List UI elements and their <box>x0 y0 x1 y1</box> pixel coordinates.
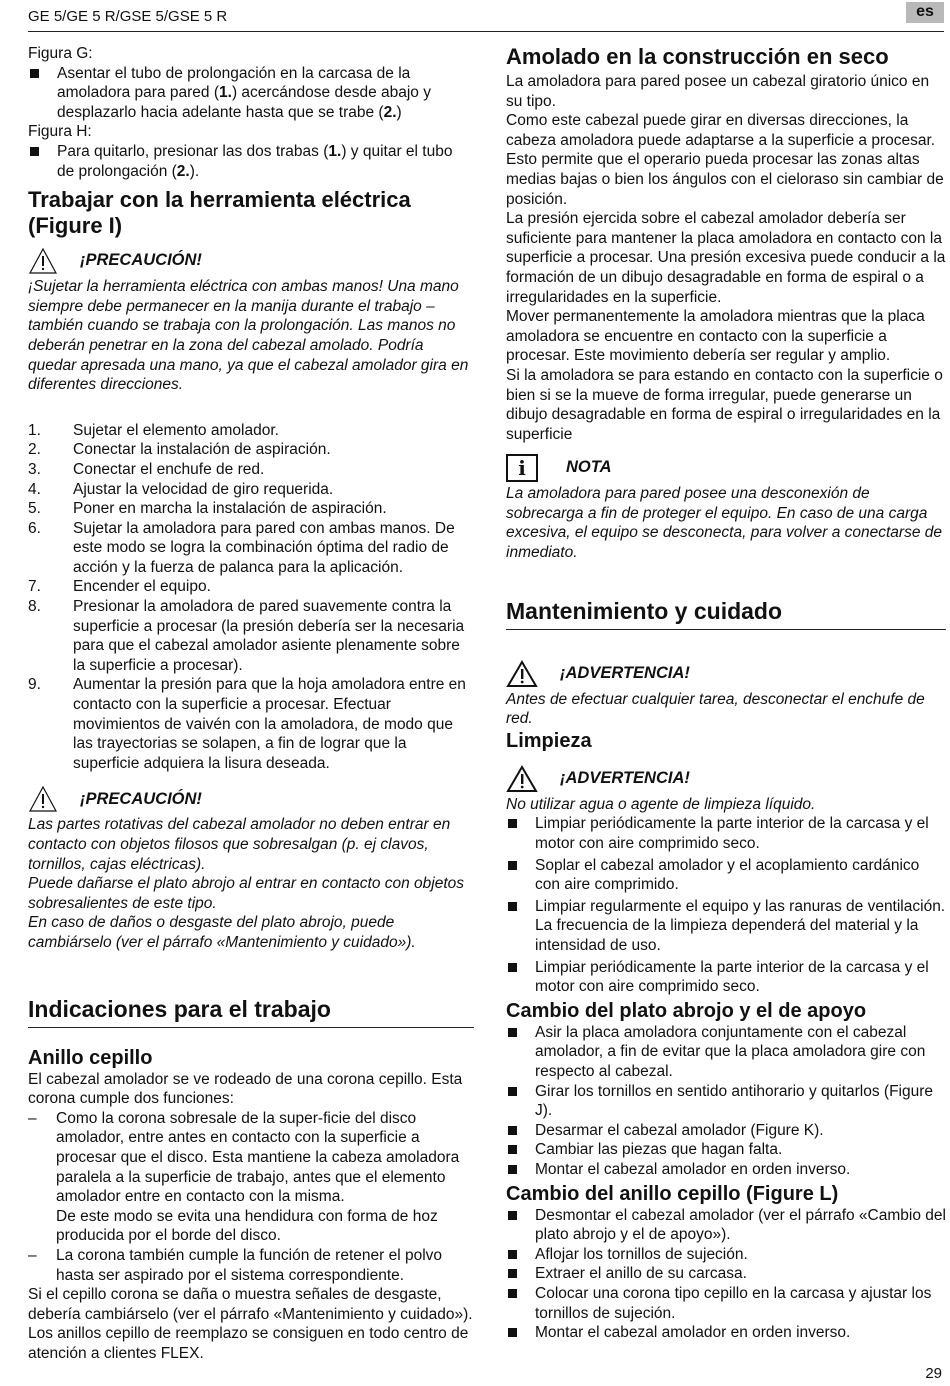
step-text: Conectar el enchufe de red. <box>73 460 265 478</box>
list-item <box>506 1140 946 1160</box>
step-number: 1. <box>28 421 41 439</box>
warning-text: Antes de efectuar cualquier tarea, desconectar el enchufe de red. <box>506 690 925 728</box>
subsection-heading-cambio-anillo: Cambio del anillo cepillo (Figure L) <box>506 1182 839 1205</box>
step-text: Poner en marcha la instalación de aspiración. <box>73 500 387 518</box>
step-text: Ajustar la velocidad de giro requerida. <box>73 480 334 498</box>
step-text: Aumentar la presión para que la hoja amoladora entre en contacto con la superficie a procesar. Efectuar movimientos de vaivén con la amoladora, de modo que las trayectorias se solapen, a fin de lograr que la superficie adquiera la lisura deseada. <box>73 676 466 772</box>
step-item <box>28 577 474 597</box>
bullet-square-icon <box>508 1211 517 1220</box>
step-text: Sujetar la amoladora para pared con ambas manos. De este modo se logra la combinación óptima del radio de acción y la fuerza de palanca para la aplicación. <box>73 519 455 576</box>
list-item-text: Extraer el anillo de su carcasa. <box>535 1265 747 1283</box>
step-item <box>28 421 474 441</box>
bullet-square-icon <box>508 1289 517 1298</box>
caution-block-2 <box>28 785 474 813</box>
bullet-square-icon <box>508 1145 517 1154</box>
step-text: Conectar la instalación de aspiración. <box>73 441 331 459</box>
section-heading-seco: Amolado en la construcción en seco <box>506 44 889 69</box>
bullet-square-icon <box>508 1328 517 1337</box>
bullet-square-icon <box>30 69 39 78</box>
list-item-text: Desarmar el cabezal amolador (Figure K). <box>535 1121 824 1139</box>
list-item <box>506 958 946 997</box>
bullet-square-icon <box>508 1126 517 1135</box>
caution-text: ¡Sujetar la herramienta eléctrica con ambas manos! Una mano siempre debe permanecer en la manija durante el trabajo – también cuando se trabaja con la prolongación. Las manos no deberán penetrar en la zona del cabezal amolado. Podría quedar apresada una mano, ya que el cabezal amolador gira en diferentes direcciones. <box>28 278 469 394</box>
bullet-square-icon <box>508 1269 517 1278</box>
list-item-text: Soplar el cabezal amolador y el acoplamiento cardánico con aire comprimido. <box>535 856 920 894</box>
list-item <box>506 856 946 895</box>
step-item <box>28 480 474 500</box>
caution-block-1 <box>28 247 474 275</box>
note-block <box>506 454 946 482</box>
figure-h-label: Figura H: <box>28 123 92 141</box>
info-icon: i <box>506 454 538 482</box>
step-item <box>28 460 474 480</box>
list-item <box>506 1206 946 1245</box>
caution-text: Puede dañarse el plato abrojo al entrar en contacto con objetos sobresalientes de este tipo. <box>28 875 465 912</box>
section-heading-maintenance: Mantenimiento y cuidado <box>506 597 783 624</box>
step-item <box>28 499 474 519</box>
step-item <box>28 597 474 675</box>
section-heading-work: Trabajar con la herramienta eléctrica (Figure I) <box>28 187 411 239</box>
list-item <box>506 1121 946 1141</box>
list-item-text: Limpiar periódicamente la parte interior de la carcasa y el motor con aire comprimido seco. <box>535 815 929 853</box>
step-number: 4. <box>28 480 41 498</box>
subsection-heading-anillo: Anillo cepillo <box>28 1046 153 1069</box>
header-rule <box>28 31 944 32</box>
step-number: 9. <box>28 676 41 694</box>
steps-list <box>28 421 474 774</box>
warning-triangle-icon <box>506 660 538 688</box>
step-number: 6. <box>28 519 41 537</box>
paragraph: Como este cabezal puede girar en diversas direcciones, la cabeza amoladora puede adaptarse a la superficie a procesar. Esto permite que el operario pueda procesar las zonas altas medias bajas o bien los ángulos con el cieloraso sin cambiar de posición. <box>506 112 944 208</box>
list-item: Asentar el tubo de prolongación en la carcasa de la amoladora para pared (1.) acercándose desde abajo y desplazarlo hacia adelante hasta que se trabe (2.) <box>28 64 474 123</box>
step-number: 5. <box>28 500 41 518</box>
list-item: – Como la corona sobresale de la super-ficie del disco amolador, entre antes en contacto con la superficie a procesar que el disco. Esta mantiene la cabeza amoladora paralela a la superficie de trabajo, antes que el elemento amolador entre en contacto con la misma. De este modo se evita una hendidura con forma de hoz producida por el borde del disco. <box>28 1109 460 1245</box>
step-text: Encender el equipo. <box>73 578 211 596</box>
list-item <box>506 1284 946 1323</box>
step-number: 8. <box>28 598 41 616</box>
list-item-text: Cambiar las piezas que hagan falta. <box>535 1141 783 1159</box>
step-number: 7. <box>28 578 41 596</box>
warning-label: ¡ADVERTENCIA! <box>560 663 690 682</box>
list-item-text: Limpiar regularmente el equipo y las ranuras de ventilación. La frecuencia de la limpieza dependerá del material y la intensidad de uso. <box>535 897 946 954</box>
paragraph: Si la amoladora se para estando en contacto con la superficie o bien si se la mueve de forma irregular, puede generarse un dibujo desagradable en forma de espiral o irregularidades en la superficie <box>506 366 943 443</box>
caution-label: ¡PRECAUCIÓN! <box>80 251 202 270</box>
paragraph: La amoladora para pared posee un cabezal giratorio único en su tipo. <box>506 73 930 110</box>
page-number: 29 <box>925 1365 942 1382</box>
warning-text: No utilizar agua o agente de limpieza líquido. <box>506 795 816 813</box>
caution-text: En caso de daños o desgaste del plato abrojo, puede cambiárselo (ver el párrafo «Mantenimiento y cuidado»). <box>28 914 416 951</box>
left-column <box>28 44 474 1363</box>
header-title: GE 5/GE 5 R/GSE 5/GSE 5 R <box>28 8 228 25</box>
list-item <box>506 1082 946 1121</box>
bullet-square-icon <box>508 1250 517 1259</box>
step-text: Sujetar el elemento amolador. <box>73 421 279 439</box>
subsection-heading-limpieza: Limpieza <box>506 729 592 752</box>
step-number: 2. <box>28 441 41 459</box>
step-text: Presionar la amoladora de pared suavemente contra la superficie a procesar (la presión debería ser la necesaria para que el cabezal amolador asiente plenamente sobre la superficie a procesar). <box>73 598 465 674</box>
note-text: La amoladora para pared posee una desconexión de sobrecarga a fin de proteger el equipo. En caso de una carga excesiva, el equipo se desconecta, para volver a conectarse de inmediato. <box>506 485 942 562</box>
warning-triangle-icon <box>28 785 58 813</box>
list-item-text: Colocar una corona tipo cepillo en la carcasa y ajustar los tornillos de sujeción. <box>535 1284 932 1322</box>
section-heading-indications: Indicaciones para el trabajo <box>28 995 331 1022</box>
list-item <box>506 1245 946 1265</box>
ring-change-list <box>506 1206 946 1343</box>
paragraph: Si el cepillo corona se daña o muestra señales de desgaste, debería cambiárselo (ver el párrafo «Mantenimiento y cuidado»). Los anillos cepillo de reemplazo se consiguen en todo centro de atención a clientes FLEX. <box>28 1286 473 1362</box>
list-item <box>506 1023 946 1082</box>
warning-block-2 <box>506 765 946 793</box>
list-item-text: Asir la placa amoladora conjuntamente con el cabezal amolador, a fin de evitar que la placa amoladora gire con respecto al cabezal. <box>535 1023 926 1080</box>
step-item <box>28 675 474 773</box>
list-item-text: Girar los tornillos en sentido antihorario y quitarlos (Figure J). <box>535 1082 934 1120</box>
list-item-text: Aflojar los tornillos de sujeción. <box>535 1245 748 1263</box>
list-item <box>506 1160 946 1180</box>
list-item-text: Montar el cabezal amolador en orden inverso. <box>535 1324 851 1342</box>
list-item: – La corona también cumple la función de retener el polvo hasta ser aspirado por el sistema correspondiente. <box>28 1246 443 1284</box>
list-item-text: Desmontar el cabezal amolador (ver el párrafo «Cambio del plato abrojo y el de apoyo»). <box>535 1206 946 1244</box>
bullet-square-icon <box>508 1028 517 1037</box>
caution-text: Las partes rotativas del cabezal amolador no deben entrar en contacto con objetos filosos que sobresalgan (p. ej clavos, tornillos, cajas eléctricas). <box>28 816 451 873</box>
step-number: 3. <box>28 460 41 478</box>
warning-triangle-icon <box>506 765 538 793</box>
heading-rule <box>506 629 946 630</box>
paragraph: Mover permanentemente la amoladora mientras que la placa amoladora se encuentre en contacto con la superficie a procesar. Este movimiento debería ser regular y amplio. <box>506 308 925 365</box>
step-item <box>28 519 474 578</box>
bullet-square-icon <box>508 902 517 911</box>
subsection-heading-cambio-plato: Cambio del plato abrojo y el de apoyo <box>506 999 867 1022</box>
list-item <box>506 1264 946 1284</box>
cleaning-list <box>506 814 946 996</box>
note-label: NOTA <box>566 458 612 477</box>
step-item <box>28 440 474 460</box>
list-item <box>506 897 946 956</box>
bullet-square-icon <box>508 819 517 828</box>
plate-change-list <box>506 1023 946 1180</box>
bullet-square-icon <box>508 1165 517 1174</box>
bullet-square-icon <box>30 147 39 156</box>
bullet-square-icon <box>508 1087 517 1096</box>
figure-g-label: Figura G: <box>28 45 93 62</box>
list-item <box>506 1323 946 1343</box>
list-item-text: Limpiar periódicamente la parte interior de la carcasa y el motor con aire comprimido seco. <box>535 958 929 996</box>
right-column <box>506 44 946 1343</box>
list-item-text: Montar el cabezal amolador en orden inverso. <box>535 1160 851 1178</box>
list-item: Para quitarlo, presionar las dos trabas (1.) y quitar el tubo de prolongación (2.). <box>28 142 474 181</box>
paragraph: La presión ejercida sobre el cabezal amolador debería ser suficiente para mantener la placa amoladora en contacto con la superficie a procesar. Una presión excesiva puede conducir a la formación de un dibujo desagradable en forma de espiral o a irregularidades en la superficie. <box>506 210 946 306</box>
list-item <box>506 814 946 853</box>
language-badge: es <box>906 2 944 23</box>
paragraph: El cabezal amolador se ve rodeado de una corona cepillo. Esta corona cumple dos funciones: <box>28 1070 463 1108</box>
bullet-square-icon <box>508 963 517 972</box>
warning-label: ¡ADVERTENCIA! <box>560 769 690 788</box>
warning-triangle-icon <box>28 247 58 275</box>
bullet-square-icon <box>508 861 517 870</box>
warning-block-1 <box>506 660 946 688</box>
caution-label: ¡PRECAUCIÓN! <box>80 789 202 808</box>
